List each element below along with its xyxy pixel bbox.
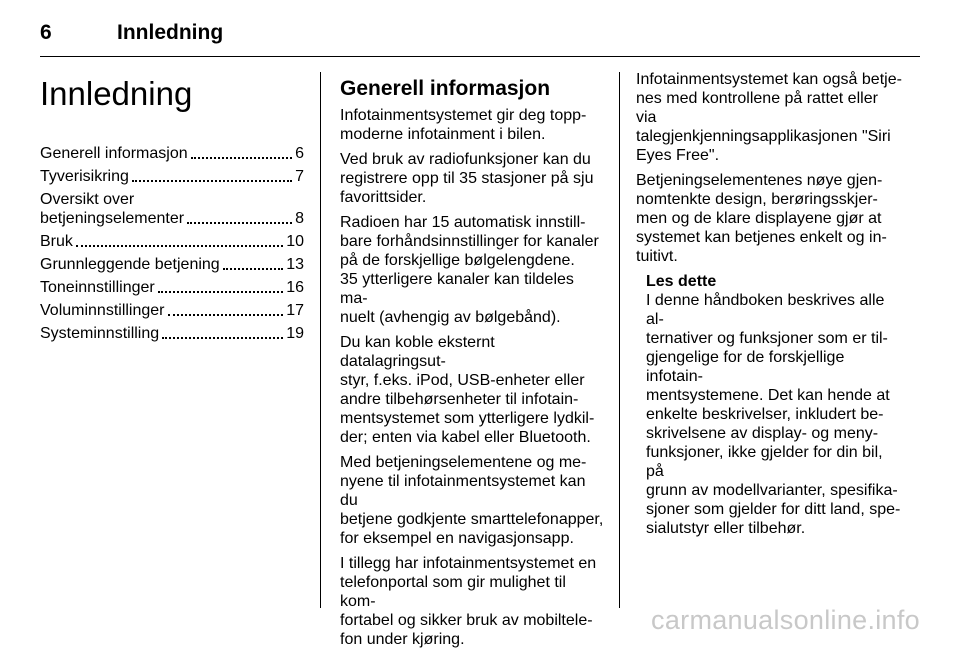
- note-body: [646, 291, 902, 538]
- text-line: nes med kontrollene på rattet eller via: [636, 90, 878, 126]
- toc-entry-page: 6: [295, 145, 304, 162]
- text-line: telefonportal som gir mulighet til kom-: [340, 574, 566, 610]
- note-box: [646, 272, 902, 538]
- toc-entry[interactable]: [40, 144, 304, 163]
- toc-entry[interactable]: [40, 301, 304, 320]
- note-line: enkelte beskrivelser, inkludert be-: [646, 406, 884, 423]
- text-line: bare forhåndsinnstillinger for kanaler: [340, 233, 599, 250]
- text-line: for eksempel en navigasjonsapp.: [340, 530, 574, 547]
- paragraph: [340, 453, 604, 548]
- text-line: favorittsider.: [340, 189, 427, 206]
- toc-column: [40, 70, 304, 347]
- text-line: nomtenkte design, berøringsskjer-: [636, 191, 878, 208]
- paragraph: [340, 150, 604, 207]
- toc-entry-label: Toneinnstillinger: [40, 279, 155, 296]
- paragraph: [636, 70, 902, 165]
- text-line: fon under kjøring.: [340, 631, 465, 648]
- text-line: Infotainmentsystemet kan også betje-: [636, 71, 902, 88]
- toc-leader-dots: [132, 180, 292, 182]
- toc-leader-dots: [76, 245, 283, 247]
- toc-entry-page: 10: [286, 233, 304, 250]
- note-line: funksjoner, ikke gjelder for din bil, på: [646, 444, 883, 480]
- note-line: mentsystemene. Det kan hende at: [646, 387, 890, 404]
- text-line: Ved bruk av radiofunksjoner kan du: [340, 151, 591, 168]
- text-line: Betjeningselementenes nøye gjen-: [636, 172, 883, 189]
- paragraph: [340, 333, 604, 447]
- toc-leader-dots: [158, 291, 283, 293]
- toc-entry-label: Generell informasjon: [40, 145, 188, 162]
- text-line: Eyes Free".: [636, 147, 720, 164]
- paragraph: [340, 106, 604, 144]
- text-line: Infotainmentsystemet gir deg topp-: [340, 107, 587, 124]
- toc-entry[interactable]: [40, 167, 304, 186]
- page-header: [40, 18, 223, 48]
- column-divider: [320, 72, 321, 608]
- toc-entry-page: 17: [286, 302, 304, 319]
- text-line: talegjenkjenningsapplikasjonen "Siri: [636, 128, 891, 145]
- text-line: styr, f.eks. iPod, USB-enheter eller: [340, 372, 585, 389]
- toc-entry-page: 16: [286, 279, 304, 296]
- note-line: skrivelsene av display- og meny-: [646, 425, 879, 442]
- text-line: men og de klare displayene gjør at: [636, 210, 882, 227]
- text-line: Du kan koble eksternt datalagringsut-: [340, 334, 495, 370]
- page-number: 6: [40, 21, 52, 44]
- toc-entry-page: 7: [295, 168, 304, 185]
- toc-entry-label: Grunnleggende betjening: [40, 256, 220, 273]
- continued-column: [636, 70, 902, 538]
- chapter-title: Innledning: [40, 75, 193, 112]
- text-line: systemet kan betjenes enkelt og in-: [636, 229, 887, 246]
- section-title: Generell informasjon: [340, 77, 551, 100]
- paragraph: [340, 213, 604, 327]
- text-line: I tillegg har infotainmentsystemet en: [340, 555, 597, 572]
- toc-entry[interactable]: [40, 255, 304, 274]
- note-line: grunn av modellvarianter, spesifika-: [646, 482, 898, 499]
- note-line: sialutstyr eller tilbehør.: [646, 520, 806, 537]
- note-title: Les dette: [646, 273, 717, 290]
- text-line: nyene til infotainmentsystemet kan du: [340, 473, 586, 509]
- toc-entry-page: 13: [286, 256, 304, 273]
- toc-entry-label: Voluminnstillinger: [40, 302, 165, 319]
- toc-entry-page: 8: [295, 210, 304, 227]
- toc-entry[interactable]: [40, 232, 304, 251]
- toc-leader-dots: [191, 157, 292, 159]
- section-column: [340, 70, 604, 655]
- toc-leader-dots: [223, 268, 284, 270]
- text-line: Radioen har 15 automatisk innstill-: [340, 214, 586, 231]
- toc-entry-label: Systeminnstilling: [40, 325, 160, 342]
- toc-entry-page: 19: [286, 325, 304, 342]
- toc-entry-label: Oversikt over betjeningselementer: [40, 191, 185, 227]
- running-title: Innledning: [117, 21, 224, 44]
- note-line: ternativer og funksjoner som er til-: [646, 330, 888, 347]
- note-line: sjoner som gjelder for ditt land, spe-: [646, 501, 901, 518]
- toc-leader-dots: [168, 314, 284, 316]
- text-line: fortabel og sikker bruk av mobiltele-: [340, 612, 593, 629]
- text-line: andre tilbehørsenheter til infotain-: [340, 391, 579, 408]
- text-line: registrere opp til 35 stasjoner på sju: [340, 170, 594, 187]
- text-line: der; enten via kabel eller Bluetooth.: [340, 429, 591, 446]
- paragraph: [636, 171, 902, 266]
- toc-entry[interactable]: [40, 324, 304, 343]
- paragraph: [340, 554, 604, 649]
- text-line: nuelt (avhengig av bølgebånd).: [340, 309, 561, 326]
- toc-entry-label: Tyverisikring: [40, 168, 129, 185]
- table-of-contents: [40, 144, 304, 343]
- toc-leader-dots: [187, 222, 292, 224]
- note-line: I denne håndboken beskrives alle al-: [646, 292, 885, 328]
- watermark: carmanualsonline.info: [651, 605, 920, 635]
- header-rule: [40, 56, 920, 57]
- note-line: gjengelige for de forskjellige infotain-: [646, 349, 845, 385]
- text-line: Med betjeningselementene og me-: [340, 454, 587, 471]
- toc-entry[interactable]: [40, 278, 304, 297]
- toc-entry[interactable]: [40, 190, 304, 228]
- column-divider: [619, 72, 620, 608]
- toc-leader-dots: [162, 337, 283, 339]
- text-line: 35 ytterligere kanaler kan tildeles ma-: [340, 271, 574, 307]
- text-line: betjene godkjente smarttelefonapper,: [340, 511, 604, 528]
- text-line: moderne infotainment i bilen.: [340, 126, 546, 143]
- continued-body: [636, 70, 902, 266]
- text-line: mentsystemet som ytterligere lydkil-: [340, 410, 595, 427]
- toc-entry-label: Bruk: [40, 233, 73, 250]
- text-line: på de forskjellige bølgelengdene.: [340, 252, 575, 269]
- text-line: tuitivt.: [636, 248, 678, 265]
- section-body: [340, 106, 604, 649]
